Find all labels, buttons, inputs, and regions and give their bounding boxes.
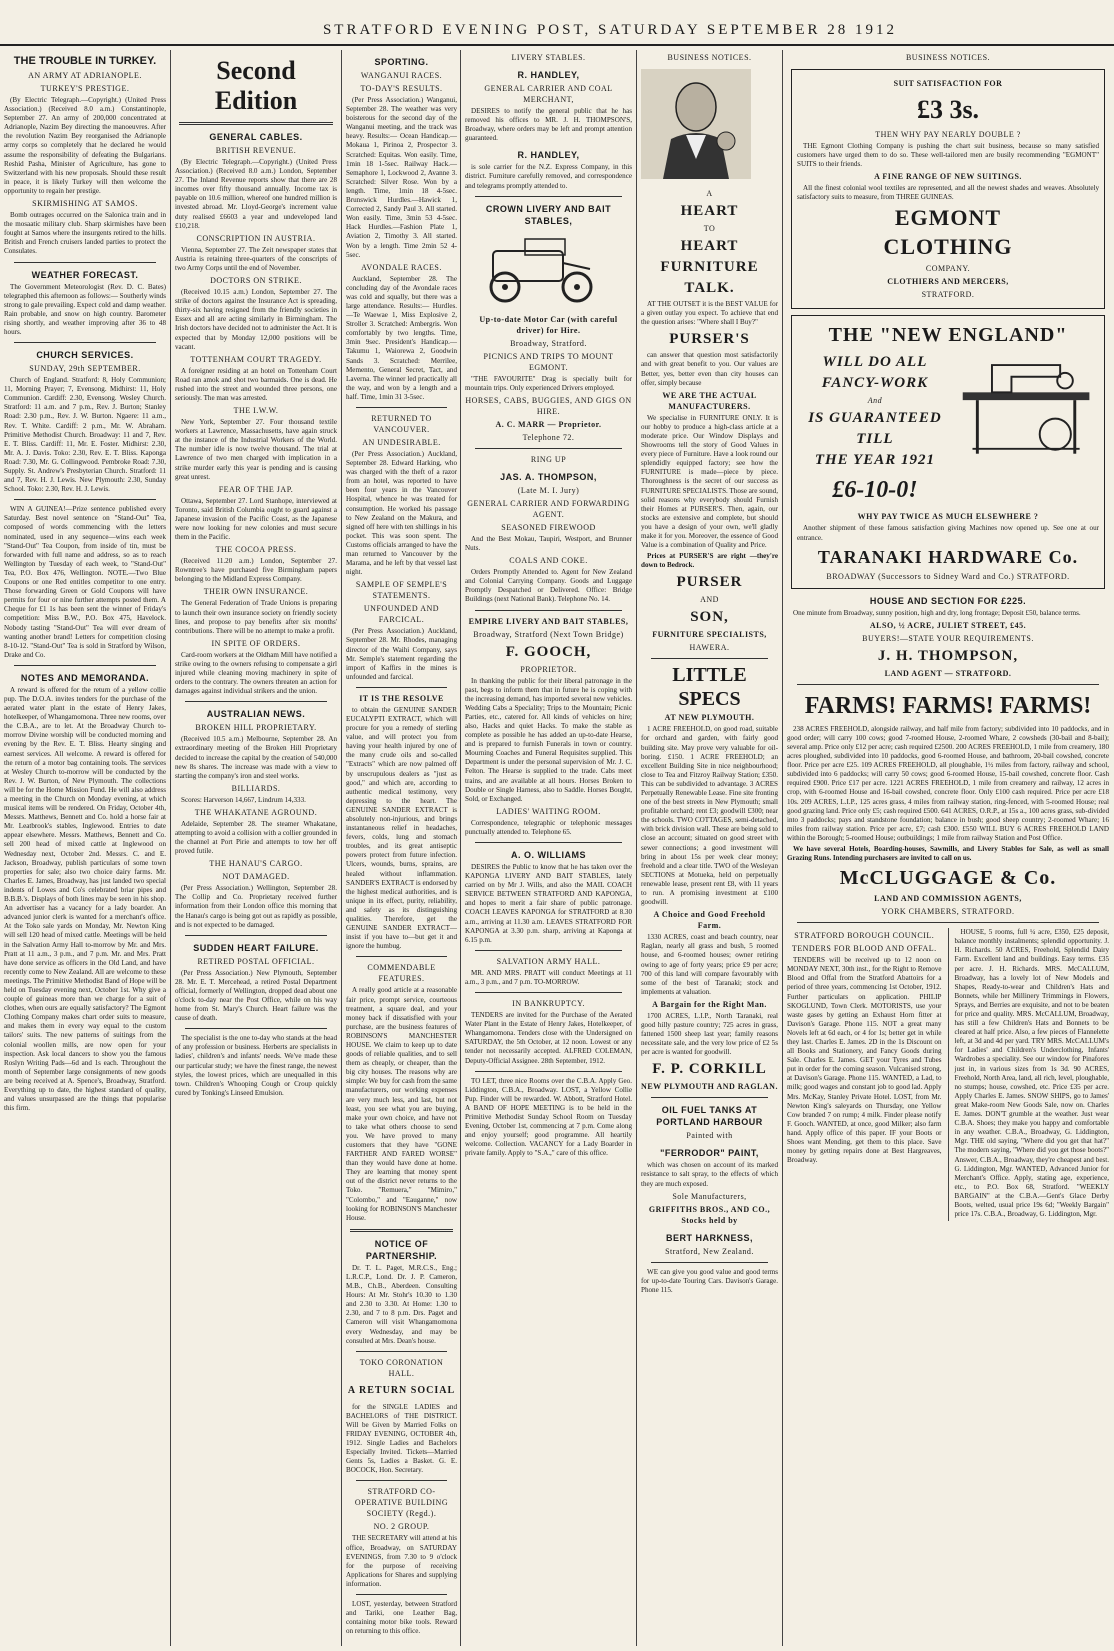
subhead: THE WHAKATANE AGROUND. — [194, 807, 318, 817]
column-rule — [460, 50, 461, 1646]
subhead: PICNICS AND TRIPS TO MOUNT EGMONT. — [483, 351, 614, 372]
subhead: STRATFORD BOROUGH COUNCIL. — [794, 931, 935, 941]
house-section-heading: HOUSE AND SECTION FOR £225. — [869, 595, 1027, 606]
subhead: WE ARE THE ACTUAL MANUFACTURERS. — [662, 390, 757, 411]
advert-text: The specialist is the one to-day who stands at the head of any profession or business. Herberts are specialists in ladies', children's and infants' needs. We've made these our particular study; we have the finest range, the newest styles, the lowest prices, which are unequalled in this town. Children's Whooping Cough or Croup quickly cured by Tonking's Linseed Emulsion. — [175, 1034, 337, 1097]
clothing-heading: CLOTHING — [883, 234, 1013, 260]
heading-heart: HEART — [680, 238, 739, 255]
divider — [356, 956, 447, 957]
subhead: THE HANAU'S CARGO. — [209, 859, 303, 869]
subhead: UNFOUNDED AND FARCICAL. — [363, 604, 440, 625]
motor-car-illustration — [465, 233, 615, 305]
subhead: COALS AND COKE. — [509, 556, 588, 566]
divider — [14, 262, 156, 263]
subhead: CLOTHIERS AND MERCERS, — [887, 277, 1009, 287]
divider — [350, 1229, 453, 1232]
subhead: NOT DAMAGED. — [222, 872, 290, 882]
telephone: Telephone 72. — [522, 432, 575, 442]
subhead: BUYERS!—STATE YOUR REQUIREMENTS. — [862, 633, 1034, 643]
subhead: SUIT SATISFACTION FOR — [893, 79, 1003, 88]
advert-text: THE Egmont Clothing Company is pushing the chart suit business, because so many satisfied customers have urged them to do so. These well-tailored men are busily recommending "EGMONT" SUITS to their friends. — [797, 142, 1099, 169]
subhead: WANGANUI RACES. — [360, 71, 443, 80]
pursers-heading: PURSER'S — [669, 331, 750, 348]
divider — [14, 665, 156, 666]
article-text: Auckland, September 28. The concluding day of the Avondale races was cold and squally, but there was a large attendance. Results:— Hurdles.—Te Waewae 1, Miss Explosive 2, Stroller 3. Scratched: Ambergris. Won comfortably by two lengths. Time, 3min 9sec. President's Handicap.—Takumu 1, Waiorewa 2, Goodwin Sands 3. Scratched: Merrilee, Memento, General Secret, Tact, and Laverna. The winner led practically all the way, and won by a length and a half. Time, 1min 31 3-5sec. — [346, 274, 457, 401]
caption: Up-to-date Motor Car (with careful driver) for Hire. — [479, 314, 618, 335]
heading-furniture: FURNITURE — [660, 259, 759, 276]
subhead: GENERAL CARRIER AND FORWARDING AGENT. — [467, 498, 630, 519]
subhead: YORK CHAMBERS, STRATFORD. — [881, 907, 1015, 917]
subhead: RING UP — [530, 454, 567, 464]
article-text: (By Electric Telegraph.—Copyright.) (United Press Association.) (Received 8.0 a.m.) Constantinople, September 27. An army of 200,000 concentrated at Adrianople, Nazim Bey directing the manoeuvres. After the revolution Nazim Bey reorganised the Adrianople army corps so completely that he declared he would assume the responsibility of defeating the Bulgarians. Reshid Pasha, Minister of Agriculture, has gone to Switzerland with his new proposals. Should these result in peace, it is likely Turkey will then welcome the opportunity to regain her prestige. — [4, 96, 166, 195]
subhead: IT IS THE RESOLVE — [359, 693, 444, 703]
specs-heading: SPECS — [678, 688, 741, 711]
subhead: ALSO, ½ ACRE, JULIET STREET, £45. — [869, 620, 1027, 630]
advert-text: THE SECRETARY will attend at his office, Broadway, on SATURDAY EVENINGS, from 7.30 to 9 o'clock for the purpose of receiving Applications for Shares and supplying information. — [346, 1534, 457, 1588]
article-text: (Per Press Association.) Wellington, September 28. The Collip and Co. Proprietary received further information from their London office this morning that the Hanau's cargo is being got out as rapidly as possible, and is not expected to be damaged. — [175, 884, 337, 929]
article-text: (Per Press Association.) New Plymouth, September 28. Mr. E. T. Mercehead, a retired Postal Department official, formerly of Wellington, dropped dead about one o'clock to-day near the Post Office, while on his way home from St. Mary's Church. Heart failure was the cause of death. — [175, 968, 337, 1023]
headline-cables: GENERAL CABLES. — [209, 132, 303, 142]
article-text: A foreigner residing at an hotel on Tottenham Court Road ran amok and shot two barmaids. One is dead. He rushed into the street and wounded three persons, one seriously. The man was arrested. — [175, 366, 337, 402]
subhead: SEASONED FIREWOOD — [501, 522, 596, 532]
egmont-clothing-advert — [791, 69, 1105, 309]
headline-church: CHURCH SERVICES. — [36, 350, 134, 361]
article-text: Adelaide, September 28. The steamer Whakatane, attempting to avoid a collision with a collier grounded in the channel at Port Pirie and attempts to tow her off proved futile. — [175, 819, 337, 856]
subhead: HORSES, CABS, BUGGIES, AND GIGS ON HIRE. — [465, 395, 632, 416]
divider — [356, 1480, 447, 1481]
advertiser-name: R. HANDLEY, — [517, 150, 580, 161]
subhead: TO — [703, 224, 716, 234]
article-text: New York, September 27. Four thousand textile workers at Lawrence, Massachusetts, have again struck at the instance of the Industrial Workers of the World. The number idle is now twelve thousand. The trial at Lawrence of two men charged with implication in a strike murder early this year is pending and is causing great unrest. — [175, 418, 337, 481]
subhead: TENDERS FOR BLOOD AND OFFAL. — [791, 944, 937, 954]
new-england-heading: THE "NEW ENGLAND" — [828, 324, 1068, 347]
divider — [651, 658, 768, 659]
new-england-slogan — [797, 350, 953, 509]
subhead: A Choice and Good Freehold Farm. — [653, 910, 766, 931]
advert-text: 238 ACRES FREEHOLD, alongside railway, and half mile from factory; subdivided into 10 paddocks, and in good order; will carry 100 cows; good 7-roomed House, 2-roomed Whare, 2 cowsheds (30-bail and 8-bail); several amp. Price only £12 per acre; cash required £2500. 200 ACRES FREEHOLD, 1 mile from creamery, 180 acres ploughed, subdivided into 10 paddocks, good 6-roomed House, and bathroom, 20-bail cowshed, concrete floor. Price per acre £25. 109 ACRES FREEHOLD, all ploughable, 1½ miles from factory, railway and school, subdivided into 6 paddocks; will carry 50 cows; good 6-roomed House, 15-bail cowshed, concrete floor. Cash required £900. Price £17 per acre. 1221 ACRES FREEHOLD, 1 mile from creamery and railway, 12 acres in crop, with 6-roomed House and 16-bail cowshed, concrete floor. Only £100 cash required. Price per acre £18 10s. 209 ACRES, L.I.P., 125 acres grass, 4 miles from railway station, ring-fenced, with 5-roomed House; real good grazing land. Price only £5; cash required £500. 641 ACRES, O.R.P., at 15s a., 100 acres grass, sub-divided into 3 paddocks; pays and standstone foundation; balance in bush; good sheep country; 2-roomed Whare; 16 miles from railway station. Price per acre, £7; cash £300. £550 WILL BUY 6 ACRES FREEHOLD LAND within the Borough; 5-roomed House; outbuildings; 1 mile from railway Station and Post Office. — [787, 724, 1109, 842]
article-text: (Per Press Association.) Auckland, September 28. Mr. Rhodes, managing director of the Waihi Company, says Mr. Semple's statement regarding the import of Kaffirs in the mines is unfounded and farcical. — [346, 627, 457, 681]
column-4 — [465, 50, 632, 1646]
subhead: NO. 2 GROUP. — [373, 1522, 430, 1532]
subhead: BILLIARDS. — [231, 783, 281, 793]
subhead: DOCTORS ON STRIKE. — [210, 276, 302, 286]
oil-fuel-heading: OIL FUEL TANKS AT PORTLAND HARBOUR — [656, 1105, 763, 1128]
divider — [797, 684, 1099, 685]
subhead: EMPIRE LIVERY AND BAIT STABLES, — [468, 616, 629, 626]
advert-text: 1 ACRE FREEHOLD, on good road, suitable for orchard and garden, with fairly good building site. May prove very valuable for oil-boring. £150. 1 ACRE FREEHOLD; an excellent Building Site in nice neighbourhood; close to Tea and Fitzroy Railway Station; £350. This can be subdivided to advantage. 3 ACRES Perpetually Renewable Lease. Fine site fronting one of the best streets in New Plymouth; small profitable orchard; rent £3; goodwill £300; near the schools. TWO COTTAGES, semi-detached, with brick division wall. These are being sold to close an account; situated on good street with sewer connections; a good investment will bring in about 15s per week clear money; freehold and a clear title. TWO of the Wesleyan SECTIONS at Motueka, held on perpetually renewable lease, present rent £8, with 11 years to run. A promising investment at £100 goodwill. — [641, 725, 778, 907]
headline-weather: WEATHER FORECAST. — [31, 269, 139, 280]
advert-text: which was chosen on account of its marked resistance to salt spray, to the effects of which they are much exposed. — [641, 1161, 778, 1188]
advert-text: Dr. T. L. Paget, M.R.C.S., Eng.; L.R.C.P., Lond. Dr. J. P. Cameron, M.B., Ch.B., Aberdeen. Consulting Hours: At Mr. Stohr's 10.30 to 1.30 and 2.30 to 3.30. At Home: 1.30 to 2.30, and 7 to 8 p.m. Drs. Paget and Cameron will visit Whangamomona every Wednesday, and may be consulted at Mrs. Dean's house. — [346, 1263, 457, 1345]
headline-notes: NOTES AND MEMORANDA. — [20, 672, 150, 683]
subhead: HAWERA. — [689, 643, 730, 653]
subhead: PROPRIETOR. — [520, 664, 577, 674]
subhead: THE COCOA PRESS. — [215, 545, 297, 555]
divider — [651, 1262, 768, 1263]
advert-text: One minute from Broadway, sunny position, high and dry, long frontage; Deposit £50, balance terms. — [793, 608, 1081, 617]
heading-heart: HEART — [680, 203, 739, 220]
subhead: NEW PLYMOUTH AND RAGLAN. — [641, 1082, 778, 1092]
mccluggage-heading: McCLUGGAGE & Co. — [839, 867, 1057, 890]
divider — [475, 448, 622, 449]
advert-text: We specialise in FURNITURE ONLY. It is our hobby to produce a high-class article at a moderate price. Our Window Displays and Showrooms tell the story of Good Values in every piece of Furniture. Have a look round our splendidly equipped factory; see how the FURNITURE is made—piece by piece. Thoroughness is the secret of our success as FURNITURE SPECIALISTS. Those are sound, solid reasons why everybody should Furnish their Homes at PURSER'S. Then, again, our stocks are extensive and complete, but should you have a design of your own, we'll gladly make it for you. Moreover, the essence of Good Value is a combination of Quality and Price. — [641, 413, 778, 550]
taranaki-hardware-heading: TARANAKI HARDWARE Co. — [817, 546, 1079, 567]
column-rule — [782, 50, 783, 1646]
subhead: LAND AND COMMISSION AGENTS, — [874, 894, 1022, 904]
son-heading: SON, — [690, 609, 729, 626]
advert-text: We have several Hotels, Boarding-houses, Sawmills, and Livery Stables for Sale, as well as small Grazing Runs. Intending purchasers are invited to call on us. — [787, 844, 1109, 863]
advert-text: Correspondence, telegraphic or telephonic messages punctually attended to. Telephone 65. — [465, 818, 632, 836]
subhead: FURNITURE SPECIALISTS, — [652, 630, 767, 640]
advertiser-name: BERT HARKNESS, — [665, 1232, 753, 1243]
subhead: RETIRED POSTAL OFFICIAL. — [197, 956, 315, 966]
sewing-machine-illustration — [953, 350, 1099, 460]
article-text: (Per Press Association.) Wanganui, September 28. The weather was very boisterous for the second day of the Wanganui meeting, and the track was heavy. Results:— Ocean Handicap.—Mokaua 1, Pirinoa 2, Prospector 3. Scratched: Equitas. Won easily. Time, 1min 18 1-5sec. Railway Hack.—Semaphore 1, Lockwood 2, Avanne 3. Scratched: Silver Rose. Won by a length. Time, 1min 18 4-5sec. Brunswick Hurdles.—Hawick 1, Corrected 2, Sandy Paul 3. All started. Won easily. Time, 3min 53 4-5sec. Hack Hurdles.—Fashion Plate 1, Aviation 2, Timothy 3. All started. Won by a length. Time 2min 52 4-5sec. — [346, 96, 457, 259]
new-england-advert — [791, 315, 1105, 588]
divider — [797, 922, 1099, 923]
subhead: BROADWAY (Successors to Sidney Ward and Co.) STRATFORD. — [826, 571, 1070, 581]
divider — [475, 950, 622, 951]
advert-text: And the Best Mokau, Taupiri, Westport, and Brunner Nuts. — [465, 534, 632, 553]
proprietor: A. C. MARR — Proprietor. — [495, 419, 602, 429]
subhead: Painted with — [686, 1131, 733, 1141]
advertiser-name: F. GOOCH, — [505, 643, 592, 660]
column-rule — [170, 50, 171, 1646]
advert-text: can answer that question most satisfactorily and with great benefit to you. Our values are Better, yes, better even than city houses can offer, simply because — [641, 351, 778, 387]
subhead: BROKEN HILL PROPRIETARY. — [195, 723, 317, 733]
divider — [475, 1071, 622, 1072]
divider — [475, 610, 622, 611]
advert-text: DESIRES to notify the general public that he has removed his offices to MR. J. H. THOMPSON'S, Broadway, where orders may be left and prompt attention guaranteed. — [465, 107, 632, 143]
advert-text: MR. AND MRS. PRATT will conduct Meetings at 11 a.m., 3 p.m., and 7 p.m. TO-MORROW. — [465, 968, 632, 986]
divider — [651, 1097, 768, 1098]
column-rule — [341, 50, 342, 1646]
advert-text: Orders Promptly Attended to. Agent for New Zealand and Colonial Carrying Company. Goods and Luggage Promptly Despatched or Delivered. Office: Bridge Buildings (next National Bank). Telephone No. 14. — [465, 568, 632, 604]
subhead: WHY PAY TWICE AS MUCH ELSEWHERE ? — [857, 512, 1039, 522]
headline-partnership: NOTICE OF PARTNERSHIP. — [365, 1238, 438, 1261]
classifieds-right — [955, 928, 1110, 1221]
divider — [14, 342, 156, 343]
subhead: AND — [700, 595, 719, 605]
slogan-line: FANCY-WORK — [821, 375, 929, 392]
article-text: Scores: Harverson 14,667, Lindrum 14,333. — [181, 795, 306, 804]
column-3 — [346, 50, 457, 1646]
column-6 — [787, 50, 1109, 1646]
column-1 — [4, 50, 166, 1646]
headline-sporting: SPORTING. — [374, 57, 429, 67]
machine-price: £6-10-0! — [832, 477, 918, 504]
divider — [475, 196, 622, 197]
slogan-line: And — [867, 396, 883, 406]
advert-text: All the finest colonial wool textiles are represented, and all the newest shades and weaves. Absolutely satisfactory suits to measure, from THREE GUINEAS. — [797, 184, 1099, 202]
article-text: The Government Meteorologist (Rev. D. C. Bates) telegraphed this afternoon as follows:— Southerly winds strong to gale prevailing. Expect cold and damp weather. Rain probable, and snow on high country. Barometer rising shortly, and weather improving after 36 to 48 hours. — [4, 282, 166, 336]
subhead: A — [706, 189, 713, 199]
column-rule — [636, 50, 637, 1646]
subhead: STRATFORD CO-OPERATIVE BUILDING SOCIETY (Regd.). — [354, 1487, 449, 1519]
column-rule — [948, 928, 949, 1221]
article-text: Bomb outrages occurred on the Salonica train and in the mosaatic military club. Sharp skirmishes have been fought at Samos where the insurgents retired to the hills. British and French cruisers landed parties to protect the Consulates. — [4, 211, 166, 256]
subhead: AN UNDESIRABLE. — [362, 438, 441, 447]
article-text: (Per Press Association.) Auckland, September 28. Edward Harking, who was charged with the theft of a razor from an hotel, was reported to have been four years in the Vancouver Hospital, whence he was treated for consumption. He worked his passage to New Zealand on the Makura, and signed off here with ten shillings in his pocket. This was soon spent. The Customs officials arranged to have the man returned to Vancouver by the Marama, and he left by that vessel last night. — [346, 450, 457, 577]
crown-livery-heading: CROWN LIVERY AND BAIT STABLES, — [485, 203, 612, 226]
subhead: THE I.W.W. — [233, 406, 279, 416]
classifieds — [787, 928, 1109, 1221]
slogan-line: IS GUARANTEED — [808, 410, 942, 427]
article-text: (By Electric Telegraph.—Copyright.) (United Press Association.) (Received 8.0 a.m.) London, September 27. The Inland Revenue reports show that there are 28 incomes over fifty thousand annually. Income tax is payable on 10.6 million, whereof one hundred million is invested abroad. Mr. Lloyd-George's increment value duty realised £6603 a year and undeveloped land £10,218. — [175, 158, 337, 230]
advert-text: to obtain the GENUINE SANDER EUCALYPTI EXTRACT, which will procure for you a remedy of sterling value, and will protect you from having your health injured by one of the many crude oils and so-called "Extracts" which are now palmed off by unscrupulous dealers as "just as good," and which are, according to authentic medical testimony, very depressing to the heart. The GENUINE SANDER EXTRACT is absolutely non-injurious, and brings instantaneous relief in headaches, fevers, colds, lung and stomach troubles, and its great antiseptic powers protect from future infection. Ulcers, wounds, burns, sprains, are healed without inflammation. SANDER'S EXTRACT is endorsed by the highest medical authorities, and is unique in its effect, purity, reliability, and safety as its distinguishing qualities. Therefore, get the GENUINE SANDER EXTRACT—insist if you have to—but get it and ignore the humbug. — [346, 705, 457, 951]
advert-text: TO LET, three nice Rooms over the C.B.A. Apply Geo. Liddington, C.B.A., Broadway. LOST, a Yellow Collie Pup. Finder will be rewarded. W. Abbott, Stratford Hotel. A BAND OF HOPE MEETING is to be held in the Primitive Methodist Sunday School Room on Tuesday Evening, October 1st, commencing at 7 p.m. Come along and enjoy yourself; good programme. All heartily welcome. Collection. VACANCY for a Lady Boarder in private family. Apply to "S.A.," care of this office. — [465, 1076, 632, 1158]
suit-price: £3 3s. — [916, 95, 980, 124]
slogan-line: WILL DO ALL — [822, 354, 928, 371]
subhead: AVONDALE RACES. — [361, 262, 442, 272]
subhead: TO-DAY'S RESULTS. — [360, 84, 443, 93]
subhead: SKIRMISHING AT SAMOS. — [32, 199, 138, 209]
divider — [179, 122, 333, 125]
advert-text: LOST, yesterday, between Stratford and Tariki, one Leather Bag, containing motor bike tools. Reward on returning to this office. — [346, 1600, 457, 1636]
subhead: Sole Manufacturers, — [672, 1191, 747, 1201]
subhead: A FINE RANGE OF NEW SUITINGS. — [874, 172, 1022, 182]
subhead: COMPANY. — [925, 264, 971, 274]
divider — [185, 935, 327, 936]
advert-text: "THE FAVOURITE" Drag is specially built for mountain trips. Only experienced Drivers employed. — [465, 374, 632, 392]
advertiser-name: JAS. A. THOMPSON, — [500, 471, 597, 482]
subhead: SALVATION ARMY HALL. — [496, 956, 601, 966]
column-2 — [175, 50, 337, 1646]
headline-turkey: THE TROUBLE IN TURKEY. — [13, 55, 157, 67]
little-heading: LITTLE — [672, 664, 747, 687]
divider — [356, 1594, 447, 1595]
subhead: FEAR OF THE JAP. — [218, 484, 294, 494]
advert-text: TENDERS are invited for the Purchase of the Aerated Water Plant in the Estate of Henry Jakes, Hotelkeeper, of Whangamomona. Tenders close with the Undersigned on SATURDAY, the 5th October, at 12 noon. Lowest or any tender not necessarily accepted. ALFRED COLEMAN, Deputy-Official Assignee. 28th September, 1912. — [465, 1011, 632, 1065]
subhead: Stratford, New Zealand. — [665, 1246, 754, 1256]
headline-australian: AUSTRALIAN NEWS. — [206, 709, 306, 720]
subhead: GRIFFITHS BROS., AND CO., Stocks held by — [648, 1204, 771, 1225]
heading-talk: TALK. — [684, 280, 735, 297]
egmont-heading: EGMONT — [894, 205, 1002, 231]
advert-text: is sole carrier for the N.Z. Express Company, in this district. Furniture carefully removed, and correspondence and telegrams promptly attended to. — [465, 163, 632, 190]
subhead: COMMENDABLE FEATURES. — [367, 963, 436, 984]
divider — [14, 499, 156, 500]
subhead: CONSCRIPTION IN AUSTRIA. — [196, 233, 316, 243]
advertiser-name: R. HANDLEY, — [517, 70, 580, 80]
advert-text: DESIRES the Public to know that he has taken over the KAPONGA LIVERY AND BAIT STABLES, lately carried on by Mr J. Wills, and also the MAIL COACH SERVICE BETWEEN STRATFORD AND KAPONGA, and hopes to merit a fair share of public patronage. COACH LEAVES KAPONGA for STRATFORD at 8.30 a.m., arriving at 11.30 a.m. LEAVES STRATFORD FOR KAPONGA at 3.30 p.m. sharp, arriving at Kaponga at 6.15 p.m. — [465, 863, 632, 944]
advert-text: WE can give you good value and good terms for up-to-date Touring Cars. Davison's Garage. Phone 115. — [641, 1267, 778, 1294]
masthead-rule — [0, 44, 1114, 46]
advert-text: In thanking the public for their liberal patronage in the past, begs to inform them that in future he is coping with the increasing demand, has imported several new vehicles. Wedding Cabs a Speciality; Trips to the Mountain; Picnic Parties, etc., catered for. All kinds of vehicles on hire; also, Hacks and quiet Hacks. To make the stable as complete as possible he has added an up-to-date Hearse, and is prepared to furnish Funerals in town or country. Mourning Coaches and Funeral Requisites supplied. This Department is under the personal supervision of Mr. J. C. Felton. The Hearse is supplied to the trade. Cabs meet trains, and are available at all hours. Horses Broken to Double or Single Harness, also to Saddle. Horses Bought, Sold, or Exchanged. — [465, 676, 632, 803]
advert-text: HOUSE, 5 rooms, full ¼ acre, £350, £25 deposit, balance monthly instalments; splendid opportunity. J. H. Richards. 50 ACRES, Freehold, Splendid Dairy Farm. Excellent land and buildings. Easy terms. £35 per acre. J. H. Richards. MRS. McCALLUM, Broadway, has a lovely lot of New Models and Shapes, Ready-to-wear and Children's Hats and Bonnets, while her Millinery Trimmings in Flowers, Sprays, and Berries are exquisite, and not to be beaten for price and quality. MRS. McCALLUM, Broadway, has still a few Children's Hats and Bonnets to be cleared at half price. Also, a few pieces of Flannelette left, at 3d and 4d per yard. TRY MRS. McCALLUM's for Ladies' and Children's Underclothing, Infants' Wardrobes a speciality. See our window for Pinafores just in, in various sizes from 1s 3d. 90 ACRES, Freehold, North Area, land, all rich, level, ploughable, no stumps; house, cowshed, etc. Price £35 per acre. Apply Charles E. James. SNOW SHIPS, go to James' great Make-room New Goods Sale, now on. Charles E. James. DON'T grumble at the weather. Just wear C.B.A. Shoes; they make you happy and comfortable in any weather. C.B.A., Broadway, G. Liddington, Mgr. THE old saying, "Where did you get that hat?" The modern saying, "Where did you get those boots?" Answer, C.B.A., Broadway, they're cheapest and best. G. Liddington, Mgr. WANTED, Advanced Junior for Merchant's Office. Apply, stating age, experience, etc., to P.O. Box 68, Stratford. "WEEKLY BARGAIN" at the C.B.A.—Gent's Glace Derby Boots, welted, usual price 19s 6d; "Weekly Bargain" price 17s. C.B.A., Broadway, G. Liddington, Mgr. — [954, 928, 1109, 1219]
subhead: TOKO CORONATION HALL. — [359, 1357, 444, 1378]
article-text: (Received 10.5 a.m.) Melbourne, September 28. An extraordinary meeting of the Broken Hill Proprietary decided to increase the capital by the creation of 540,000 new 8s shares. The increase was made with a view to starting the company's iron and steel works. — [175, 735, 337, 780]
article-text: (Received 11.20 a.m.) London, September 27. Rowntree's have purchased five Birmingham papers belonging to the Midland Express Company. — [175, 557, 337, 584]
subhead: BRITISH REVENUE. — [215, 146, 297, 155]
article-text: Church of England. Stratford: 8, Holy Communion; 11, Morning Prayer; 7, Evensong. Midhirst: 11, Holy Communion. Cardiff: 2.30, Evensong. Wesley Church. Stratford: 11 a.m. and 7 p.m., Rev. J. Burton; Stanley Road: 2.30 p.m., Rev. J. W. Burton. Ngaere: 11 a.m., Rev. T. White. Cardiff: 2 p.m., Mr. W. Abraham. Primitive Methodist Church. Broadway: 11 and 7, Rev. E. T. Bliss. Cardiff: 11, Mr. E. Foster. Midhirst: 2.30, Mr. A. J. Davis. Toko: 2.30, Rev. E. T. Bliss. Kaponga Road: 7.30, Mr. G. Collingwood. Pembroke Road: 7.30, Supply. St. Andrew's Presbyterian Church. Stratford: 11 and 7, Rev. H. J. Lewis. New Plymouth: 2.30, Sunday School. Toko: 2.30, Rev. H. J. Lewis. — [4, 376, 166, 494]
subhead: AT NEW PLYMOUTH. — [664, 713, 755, 723]
subhead: IN SPITE OF ORDERS. — [211, 638, 301, 648]
article-text: The General Federation of Trade Unions is preparing to launch their own insurance society on friendly society lines, and propose to pay benefits after six months' contributions. There will be no attempt to make a profit. — [175, 599, 337, 635]
advert-text: TENDERS will be received up to 12 noon on MONDAY NEXT, 30th inst., for the Right to Remove Blood and Offal from the Stratford Abattoirs for a period of three years, commencing 1st October, 1912. Further particulars on application. PHILIP SKOGLUND, Town Clerk. MOTORISTS, use your waste gases by getting an Exhaust Horn fitter at Davison's Garage. Phone 115. NOT a great many Novels left at 6d each, or 4 for 1s; better get in while they last. Charles E. James. 2D in the 1s Discount on all Books and Stationery, and Fancy Goods during Sale. Charles E. James. GET your Tyres and Tubes put in order for the coming season. Vulcanised strong, at Davison's Garage. Phone 115. WANTED, a Lad, to milk; good wages and constant job to good lad. Apply Mrs. McKay, Stanley Private Hotel. LOST, from Mr. Newton King's saleyards on Thursday, one Yellow Cow branded 7 on rump; 4 milk. Finder please notify F. Gooch. WANTED, at once, good Milker; also farm hand. Apply office of this paper. IF your Boots or Shoes want Mending, get them to this place. Save money by getting repairs done at Best Hargreaves, Broadway. — [787, 956, 942, 1165]
subhead: Broadway, Stratford (Next Town Bridge) — [473, 629, 624, 639]
subhead: LAND AGENT — STRATFORD. — [884, 668, 1012, 678]
divider — [356, 407, 447, 408]
subhead: (Late M. I. Jury) — [517, 485, 580, 495]
subhead: THEIR OWN INSURANCE. — [203, 587, 309, 597]
divider — [356, 687, 447, 688]
advert-text: Prices at PURSER'S are right —they're down to Bedrock. — [641, 552, 778, 570]
slogan-line: TILL — [856, 431, 894, 448]
subhead: RETURNED TO VANCOUVER. — [371, 414, 432, 434]
divider — [475, 992, 622, 993]
subhead: IN BANKRUPTCY. — [512, 999, 585, 1009]
article-text: (Received 10.15 a.m.) London, September 27. The strike of doctors against the Insurance Act is spreading, thirty-six having resigned from the friendly societies in Essex and all are acting similarly in Birmingham. The Irish doctors have decided not to administer the Act. It is expected that by Monday 12,000 positions will be vacant. — [175, 288, 337, 351]
masthead: STRATFORD EVENING POST, SATURDAY SEPTEMBER 28 1912 — [322, 22, 898, 38]
classifieds-left — [787, 928, 942, 1221]
farms-heading: FARMS! FARMS! FARMS! — [804, 692, 1092, 719]
subhead: SUNDAY, 29th SEPTEMBER. — [29, 364, 141, 374]
advertiser-name: J. H. THOMPSON, — [877, 647, 1019, 664]
subhead: TOTTENHAM COURT TRAGEDY. — [190, 354, 322, 364]
subhead: STRATFORD. — [921, 290, 975, 300]
article-text: Card-room workers at the Oldham Mill have notified a strike owing to the owners refusing to compensate a girl injured while cleaning moving machinery in spite of orders to the contrary. The owners threaten an action for damages against individual strikers and the union. — [175, 650, 337, 696]
subhead: BUSINESS NOTICES. — [667, 53, 752, 62]
subhead: TURKEY'S PRESTIGE. — [40, 84, 130, 93]
divider — [475, 842, 622, 843]
article-text: Ottawa, September 27. Lord Stanhope, interviewed at Toronto, said British Columbia ought to guard against a Japanese invasion of the Pacific Coast, as the Japanese were now looking for new colonies and must secure them in the Pacific. — [175, 496, 337, 542]
second-edition-title: Second Edition — [214, 56, 298, 115]
slogan-line: THE YEAR 1921 — [814, 452, 936, 469]
divider — [356, 1351, 447, 1352]
article-text: Vienna, September 27. The Zeit newspaper states that Austria is retaining three-quarters of the conscripts of two Army Corps until the end of November. — [175, 245, 337, 272]
subhead: A RETURN SOCIAL — [347, 1384, 456, 1396]
subhead: LIVERY STABLES. — [511, 53, 586, 62]
subhead: AN ARMY AT ADRIANOPLE. — [28, 71, 142, 80]
divider — [185, 701, 327, 702]
advert-text: 1700 ACRES, L.I.P., North Taranaki, real good hilly pasture country; 725 acres in grass, fattened 1500 sheep last year; family reasons necessitate sale, and the very low price of £2 5s per acre is wanted for goodwill. — [641, 1011, 778, 1057]
subhead: SAMPLE OF SEMPLE'S STATEMENTS. — [355, 580, 448, 601]
subhead: A Bargain for the Right Man. — [652, 999, 767, 1009]
advert-text: for the SINGLE LADIES and BACHELORS of THE DISTRICT. Will be Given by Married Folks on FRIDAY EVENING, OCTOBER 4th, 1912. Single Ladies and Bachelors Especially Invited. Tickets—Married Gents 5s, Ladies a Basket. G. E. BOCOCK, Hon. Secretary. — [346, 1402, 457, 1475]
subhead: LADIES' WAITING ROOM. — [496, 806, 601, 816]
headline-heart-failure: SUDDEN HEART FAILURE. — [193, 942, 319, 953]
advert-text: A really good article at a reasonable fair price, prompt service, courteous treatment, a square deal, and your money back if dissatisfied with your purchase, are the business features of ROBINSON'S MANCHESTER HOUSE. We claim to keep up to date goods of reliable qualities, and to sell them as cheaply, or cheaper, than the big city houses. The reasons why are simple: We buy for cash from the same manufacturers, our working expenses are very much less, and last, but not least, you see what you are buying, make your own choice, and have not to take what others choose to send you. We have proved to many customers that they have "GONE FARTHER AND FARED WORSE" than they would have done at home. They are learning that money spent out of the district never returns to the Toko. "Remuera," "Mimiro," "Colombo," and "Eauganne," now looking for ROBINSON'S Manchester House. — [346, 986, 457, 1222]
advert-text: AT THE OUTSET it is the BEST VALUE for a given outlay you expect. To achieve that end the question arises: "Where shall I Buy?" — [641, 300, 778, 327]
new-england-body — [797, 350, 1099, 509]
advert-text: WIN A GUINEA!—Prize sentence published every Saturday. Best novel sentence on "Stand-Out" Tea, composed of words commencing with the letters nominated, used in any sequence—wins each week "Stand-Out" Tea Coupon, from inside of tin, must be forwarded with full name and address, so as to reach Wellington by Tuesday of each week, to "Stand-Out" Tea, P.O. Box 476, Wellington. NOTE.—Two Blue Coupons or one Red entitles competitor to one entry. Those forwarding Green or Gold Coupons will have permits for four or nine further attempts posted them. A Cheque for £1 1s has been sent the winner of Friday's competition: Miss B.W., P.O. Box 475, Havelock. Nobody tasting "Stand-Out" Tea will ever dream of wanting another brand! Letters for competition closing 8-10-12. "Stand-Out" Tea is sold in Stratford by Wilson, Drake and Co. — [4, 505, 166, 659]
article-text: A reward is offered for the return of a yellow collie pup. The D.O.A. invites tenders for the purchase of the aerated water plant in the estate of Henry Jakes, hotelkeeper, of Whangamomona. Three new rooms, over the C.B.A., are to let. At the Broadway Church to-morrow Divine worship will be conducted morning and evening by the Rev. E. T. Bliss. Hearty singing and earnest services. All welcome. A reward is offered for the return of a motor bag containing tools. The services at Wesley Church to-morrow will be conducted by the Rev. J. W. Burton, of New Plymouth. The collections will be for the Home Mission Fund. He will also address a meeting in the Church on Monday evening, at which musical items will be rendered. On Friday, October 4th, Messrs. Matthews, Bennett and Co. hold a horse fair at Mr. Leatbrook's stables, Inglewood. Entries to date appear elsewhere. Messrs. Matthews, Bennett and Co. sell 200 head of mixed cattle at Inglewood on Wednesday next, October 2nd. Messrs. C. and E. Jackson, Broadway, publish particulars of some town properties for sale; also two choice dairy farms. Mr. Charles E. James, Broadway, has just landed two special indents of Lowes and Co's celebrated briar pipes and B.B.B.'s. Displays of both lines may be seen in his shop. An advertiser has a vacancy for a lady boarder. An advanced junior clerk is wanted for a merchant's office. At the Toko sale yards on Monday, Mr. Newton King will sell 120 head of mixed cattle. Meetings will be held in the Salvation Army Hall to-morrow by Mr. and Mrs. Pratt at 11 a.m., 3 p.m., and 7 p.m. Mr. and Mrs. Pratt have done service as officers in the Old Land, and have recently come to New Zealand. All are welcome to these meetings. The Primitive Methodist Band of Hope will be held on Tuesday evening next, October 1st. Why give a couple of guineas more than we charge for a suit of clothes, when ours are equally satisfactory? The Egmont Clothing Company makes chart order suits to measure, and makes them in every way equal to the custom tailors' suits. The new patterns of suitings from the colonial woollen mills, are now open for your inspection. Ask local dancers to show you the famous Roslyn Writing Pads—6d and 1s each. Throughout the month of September large consignments of new goods are being received at A. Spence's, Broadway, Stratford. Everything up to date, the highest standard of quality, and values unsurpassed are the things that popularise this firm. — [4, 685, 166, 1113]
man-portrait-illustration — [641, 69, 751, 179]
advertiser-name: A. O. WILLIAMS — [511, 850, 586, 860]
subhead: GENERAL CARRIER AND COAL MERCHANT, — [484, 84, 613, 104]
advert-text: Another shipment of these famous satisfaction giving Machines now opened up. See one at our entrance. — [797, 524, 1099, 542]
ferrodor-heading: "FERRODOR" PAINT, — [660, 1148, 759, 1159]
column-5 — [641, 50, 778, 1646]
advert-text: 1330 ACRES, coast and beach country, near Raglan, nearly all grass and bush, 5 roomed house, and 6-roomed houses; owner retiring owing to age of forty years; price £9 per acre; 700 of this land will compare favourably with some of the best of Taranaki; stock and implements at valuation. — [641, 933, 778, 996]
divider — [185, 1028, 327, 1029]
corkill-heading: F. P. CORKILL — [652, 1061, 767, 1078]
purser-heading: PURSER — [676, 574, 743, 591]
caption: Broadway, Stratford. — [510, 338, 587, 348]
subhead: BUSINESS NOTICES. — [905, 53, 991, 62]
subhead: THEN WHY PAY NEARLY DOUBLE ? — [875, 130, 1021, 139]
